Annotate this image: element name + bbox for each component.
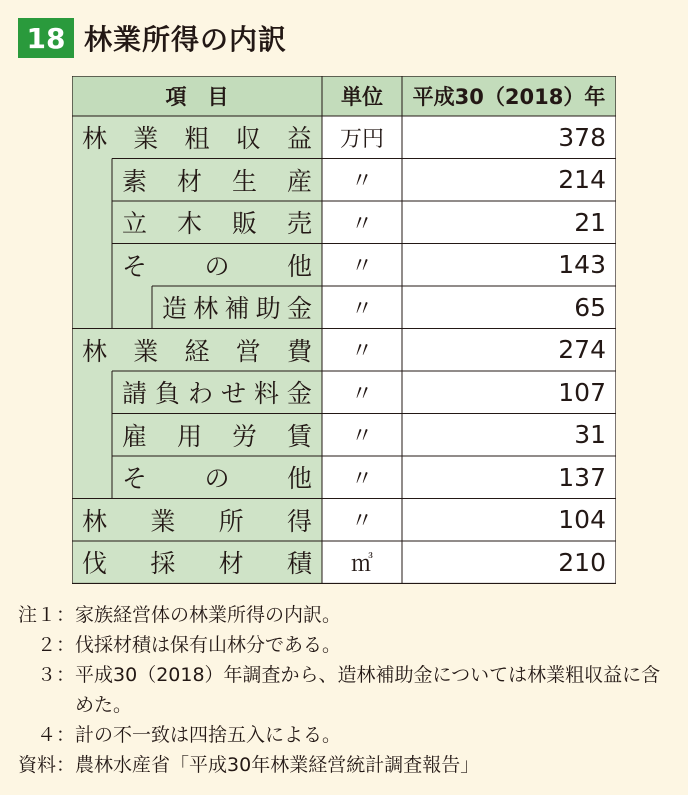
row-label-char: 用 — [176, 421, 202, 451]
row-label-char: 材 — [218, 549, 244, 579]
row-label-char: 業 — [133, 336, 159, 366]
row-unit: 〃 — [350, 296, 373, 322]
figure-number-badge: 18 — [18, 18, 74, 58]
notes-section — [18, 600, 678, 780]
row-label-char: 助 — [255, 294, 281, 324]
column-header: 単位 — [341, 85, 383, 109]
row-label-char: 金 — [286, 294, 312, 324]
row-label-char: 積 — [286, 549, 312, 579]
row-label — [122, 159, 312, 202]
row-label — [162, 286, 312, 329]
row-label-char: 雇 — [122, 421, 148, 451]
row-unit: 〃 — [350, 339, 373, 365]
row-unit: 〃 — [350, 254, 373, 280]
row-value: 104 — [558, 505, 606, 535]
row-label-char: 林 — [82, 506, 108, 536]
row-label-char: 経 — [184, 336, 210, 366]
row-label-char: 収 — [235, 124, 261, 154]
row-label-char: 請 — [122, 379, 148, 409]
note-marker: ４： — [18, 724, 76, 746]
note-item — [18, 660, 678, 720]
note-marker: 資料： — [18, 754, 76, 776]
row-label-char: 業 — [150, 506, 176, 536]
row-label-char: 販 — [231, 209, 257, 239]
row-label-char: 採 — [150, 549, 176, 579]
row-label-char: の — [204, 464, 230, 494]
note-text: 平成30（2018）年調査から、造林補助金については林業粗収益に含めた。 — [75, 664, 661, 716]
row-label-char: 造 — [162, 294, 188, 324]
note-marker: ２： — [18, 634, 76, 656]
row-unit: 〃 — [350, 381, 373, 407]
note-item — [18, 750, 678, 780]
row-label — [82, 116, 312, 159]
note-text: 家族経営体の林業所得の内訳。 — [75, 604, 342, 626]
row-label — [82, 329, 312, 372]
income-breakdown-table — [72, 76, 616, 584]
row-unit: ㎥ — [350, 551, 373, 577]
note-item — [18, 630, 678, 660]
row-label-char: 素 — [122, 166, 148, 196]
row-label-char: 費 — [286, 336, 312, 366]
row-label-char: 他 — [286, 251, 312, 281]
row-label-char: 労 — [231, 421, 257, 451]
row-label-char: 負 — [154, 379, 180, 409]
row-label-char: 立 — [122, 209, 148, 239]
figure-title-row — [18, 18, 287, 58]
row-label-char: 賃 — [286, 421, 312, 451]
row-label-char: そ — [122, 464, 148, 494]
row-label-char: わ — [187, 379, 213, 409]
row-label-char: 林 — [193, 294, 219, 324]
row-label — [122, 456, 312, 499]
row-value: 65 — [574, 292, 606, 322]
row-label — [122, 201, 312, 244]
row-label-char: そ — [122, 251, 148, 281]
row-value: 21 — [574, 207, 606, 237]
row-label-char: 他 — [286, 464, 312, 494]
row-label-char: 補 — [224, 294, 250, 324]
row-value: 107 — [558, 377, 606, 407]
row-unit: 〃 — [350, 169, 373, 195]
row-label-char: 益 — [286, 124, 312, 154]
row-label-char: 林 — [82, 124, 108, 154]
row-label — [122, 244, 312, 287]
row-label-char: の — [204, 251, 230, 281]
row-label — [122, 371, 312, 414]
row-label-char: 粗 — [184, 124, 210, 154]
note-text: 農林水産省「平成30年林業経営統計調査報告」 — [75, 754, 480, 776]
row-value: 31 — [574, 420, 606, 450]
row-label-char: 営 — [235, 336, 261, 366]
row-label-char: せ — [220, 379, 246, 409]
row-unit: 〃 — [350, 509, 373, 535]
note-item — [18, 600, 678, 630]
row-value: 137 — [558, 462, 606, 492]
row-value: 214 — [558, 165, 606, 195]
row-label — [82, 541, 312, 584]
row-label-char: 木 — [176, 209, 202, 239]
column-header: 項 目 — [165, 85, 229, 109]
note-item — [18, 720, 678, 750]
column-header: 平成30（2018）年 — [412, 85, 606, 109]
row-label-char: 伐 — [82, 549, 108, 579]
row-label — [122, 414, 312, 457]
row-unit: 〃 — [350, 424, 373, 450]
row-value: 210 — [558, 547, 606, 577]
row-label-char: 産 — [286, 166, 312, 196]
row-label-char: 材 — [176, 166, 202, 196]
row-label-char: 金 — [286, 379, 312, 409]
note-text: 計の不一致は四捨五入による。 — [75, 724, 342, 746]
row-value: 274 — [558, 335, 606, 365]
row-unit: 万円 — [339, 126, 384, 152]
row-label-char: 料 — [253, 379, 279, 409]
row-label-char: 所 — [218, 506, 244, 536]
row-value: 378 — [558, 122, 606, 152]
row-label-char: 林 — [82, 336, 108, 366]
row-label-char: 生 — [231, 166, 257, 196]
note-marker: ３： — [18, 664, 76, 686]
note-marker: 注１： — [18, 604, 76, 626]
row-unit: 〃 — [350, 466, 373, 492]
row-label-char: 得 — [286, 506, 312, 536]
row-value: 143 — [558, 250, 606, 280]
row-label-char: 売 — [286, 209, 312, 239]
row-label — [82, 499, 312, 542]
row-unit: 〃 — [350, 211, 373, 237]
note-text: 伐採材積は保有山林分である。 — [75, 634, 342, 656]
figure-title: 林業所得の内訳 — [84, 23, 288, 56]
row-label-char: 業 — [133, 124, 159, 154]
